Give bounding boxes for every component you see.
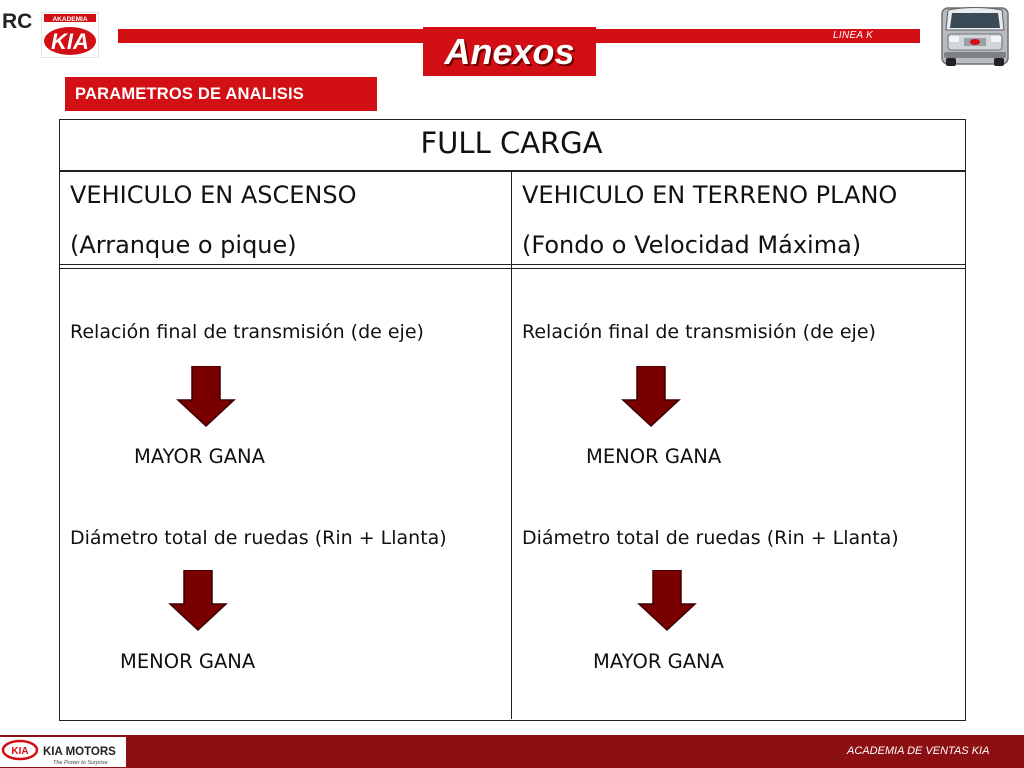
left-item2: Diámetro total de ruedas (Rin + Llanta): [70, 527, 447, 549]
right-result1: MENOR GANA: [586, 445, 722, 468]
kia-motors-logo: [0, 737, 126, 767]
column-divider: [511, 171, 512, 719]
right-item1: Relación final de transmisión (de eje): [522, 321, 876, 343]
right-result2: MAYOR GANA: [593, 650, 724, 673]
footer-academy-label: ACADEMIA DE VENTAS KIA: [847, 745, 990, 757]
rc-label: RC: [2, 10, 33, 33]
kia-logo-big-text: KIA: [51, 29, 89, 54]
left-item1: Relación final de transmisión (de eje): [70, 321, 424, 343]
down-arrow-icon: [621, 366, 681, 428]
table-divider: [59, 264, 965, 265]
right-heading-line2: (Fondo o Velocidad Máxima): [522, 231, 862, 259]
left-heading-line2: (Arranque o pique): [70, 231, 297, 259]
right-item2: Diámetro total de ruedas (Rin + Llanta): [522, 527, 899, 549]
svg-text:KIA: KIA: [11, 746, 29, 757]
down-arrow-icon: [637, 570, 697, 632]
van-photo: [938, 4, 1012, 70]
page-title-box: [423, 27, 596, 76]
table-title: FULL CARGA: [420, 126, 603, 160]
kia-motors-tagline: The Power to Surprise: [53, 760, 108, 766]
down-arrow-icon: [168, 570, 228, 632]
section-label: PARAMETROS DE ANALISIS: [75, 85, 304, 103]
left-result1: MAYOR GANA: [134, 445, 265, 468]
table-divider: [59, 268, 965, 269]
line-label: LINEA K: [833, 30, 874, 41]
down-arrow-icon: [176, 366, 236, 428]
akademia-kia-logo: [41, 12, 99, 58]
left-heading-line1: VEHICULO EN ASCENSO: [70, 181, 357, 209]
table-divider: [59, 170, 965, 172]
kia-motors-brand: KIA MOTORS: [43, 746, 116, 758]
page-title: Anexos: [444, 30, 575, 72]
right-heading-line1: VEHICULO EN TERRENO PLANO: [522, 181, 898, 209]
left-result2: MENOR GANA: [120, 650, 256, 673]
kia-logo-small-text: AKADEMIA: [52, 16, 88, 23]
